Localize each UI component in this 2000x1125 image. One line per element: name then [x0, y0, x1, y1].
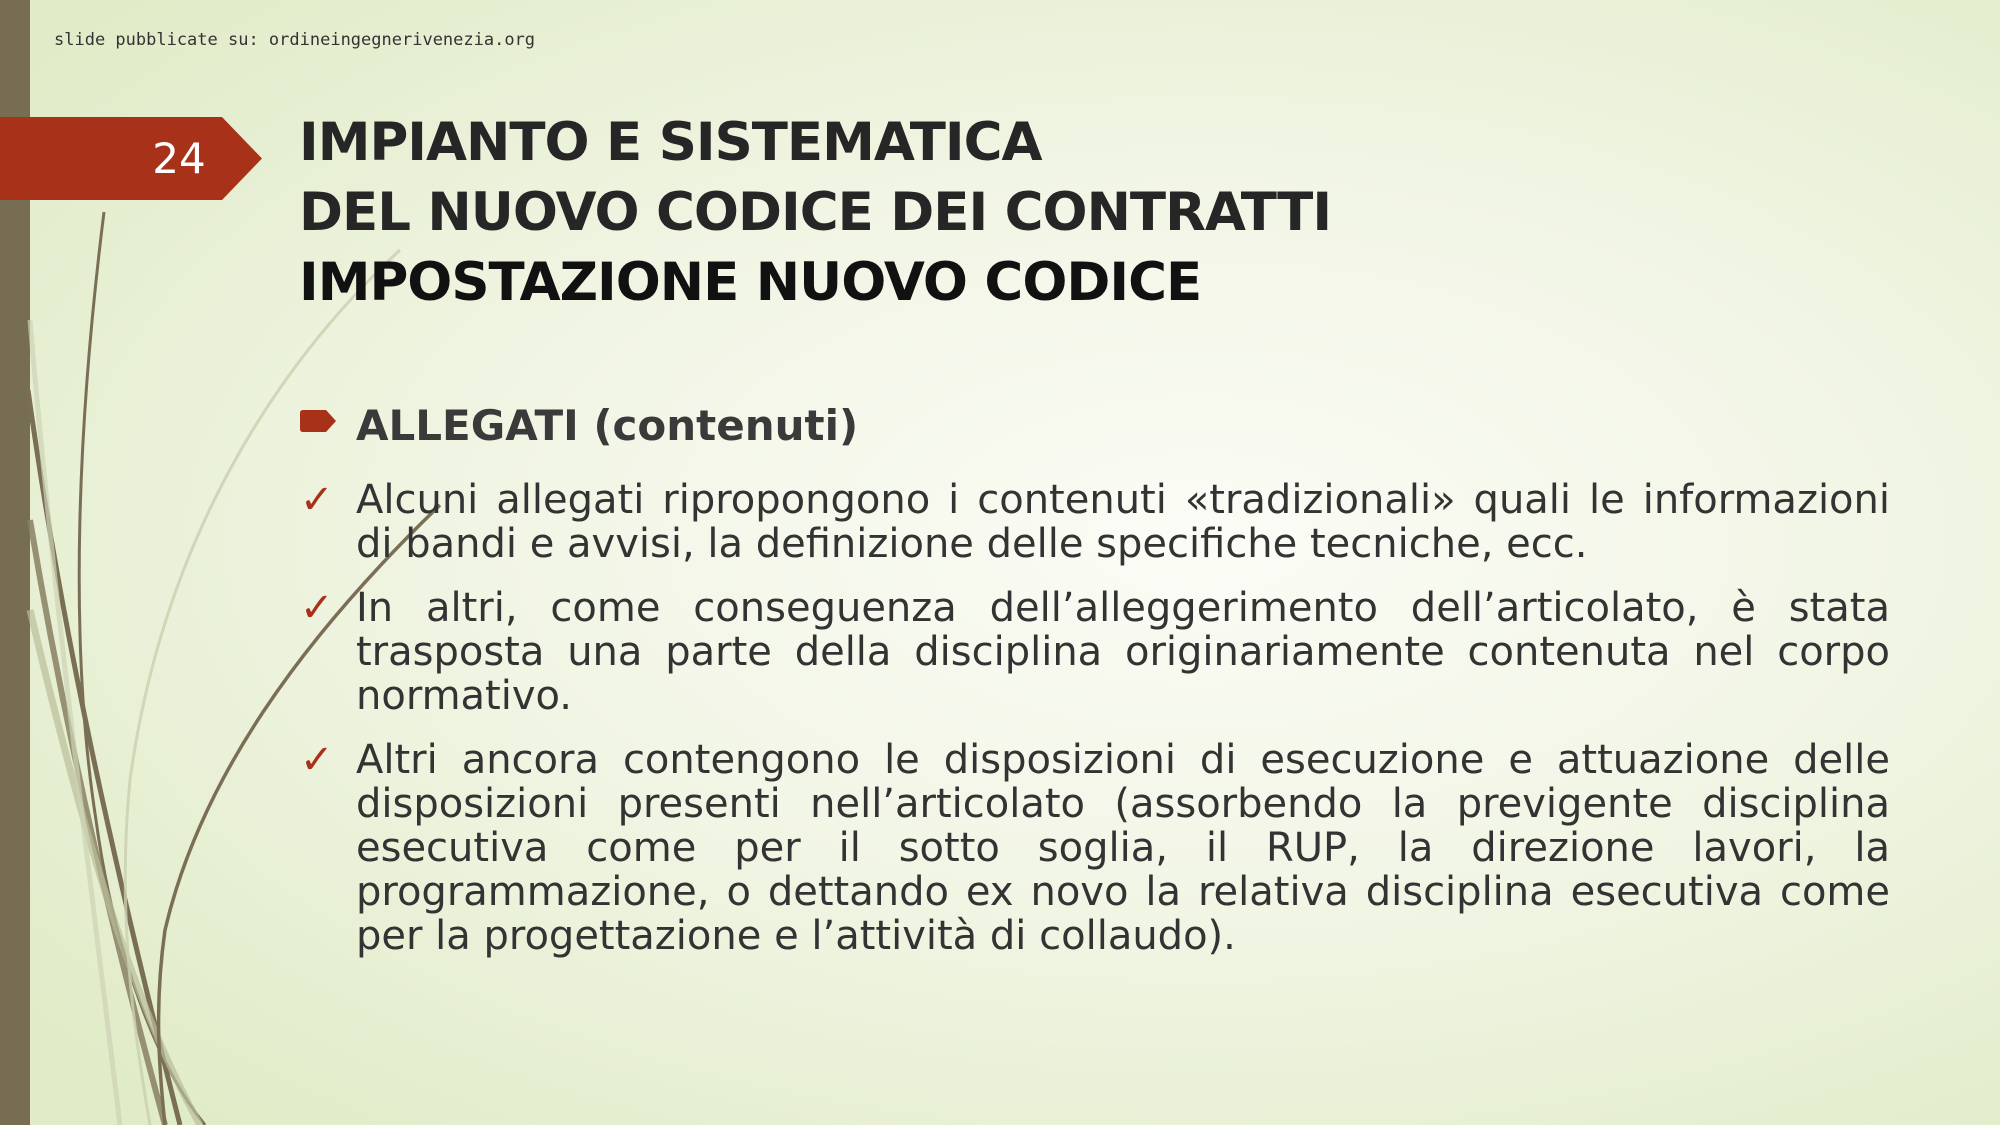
list-item-text: Alcuni allegati ripropongono i contenuti «tradizionali» quali le informazioni di bandi e avvisi, la definizione delle specifiche tecniche, ecc. — [356, 477, 1890, 567]
slide-number-tag — [0, 117, 262, 200]
list-item — [300, 738, 1890, 958]
checkmark-icon: ✓ — [300, 737, 334, 783]
arrow-bullet-icon — [300, 410, 336, 432]
list-item-text: Altri ancora contengono le disposizioni di esecuzione e attuazione delle disposizioni presenti nell’articolato (assorbendo la previgente disciplina esecutiva come per il sotto soglia, il RUP, la direzione lavori, la programmazione, o dettando ex novo la relativa disciplina esecutiva come per la progettazione e l’attività di collaudo). — [356, 737, 1890, 959]
section-heading — [300, 396, 1890, 458]
slide-title — [299, 108, 1799, 318]
list-item — [300, 586, 1890, 718]
checkmark-icon: ✓ — [300, 477, 334, 523]
slide-number: 24 — [152, 134, 206, 183]
title-line-3: IMPOSTAZIONE NUOVO CODICE — [299, 252, 1202, 313]
source-label: slide pubblicate su: ordineingegnerivenezia.org — [54, 30, 536, 50]
checkmark-icon: ✓ — [300, 585, 334, 631]
slide-body — [300, 396, 1890, 958]
title-line-1: IMPIANTO E SISTEMATICA — [299, 112, 1042, 173]
list-item — [300, 478, 1890, 566]
list-item-text: In altri, come conseguenza dell’alleggerimento dell’articolato, è stata trasposta una parte della disciplina originariamente contenuta nel corpo normativo. — [356, 585, 1890, 719]
section-heading-text: ALLEGATI (contenuti) — [356, 401, 859, 450]
title-line-2: DEL NUOVO CODICE DEI CONTRATTI — [299, 182, 1332, 243]
